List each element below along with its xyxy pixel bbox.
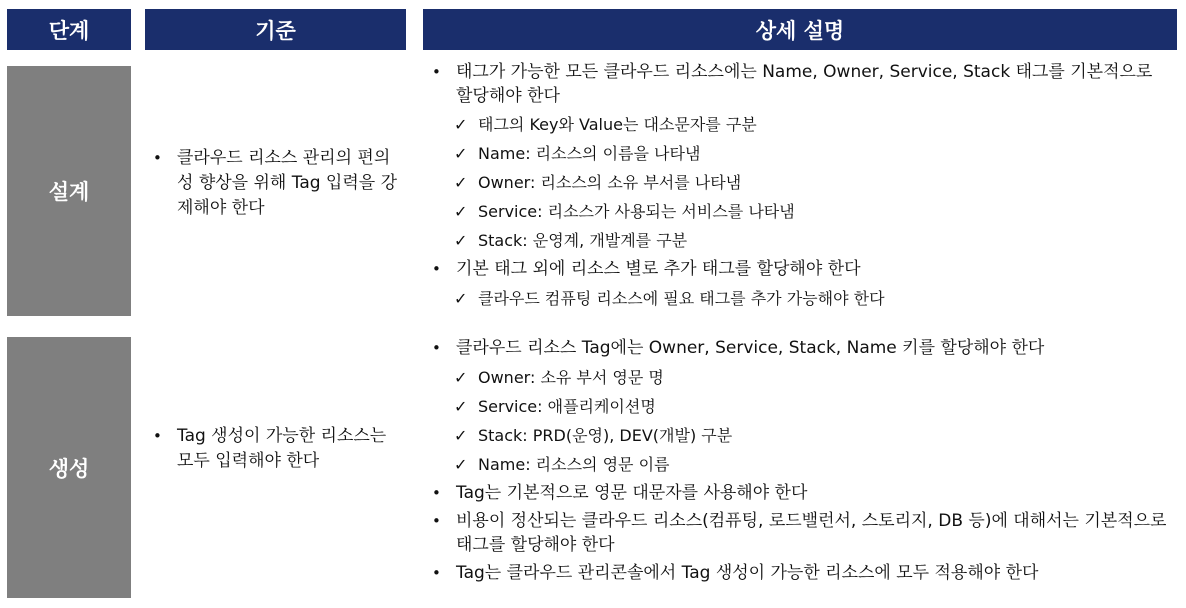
checkmark-icon: ✓ [454,202,468,221]
bullet-icon: • [153,427,162,445]
item-text: 태그가 가능한 모든 클라우드 리소스에는 Name, Owner, Service, Stack 태그를 기본적으로 할당해야 한다 [456,62,1153,106]
item-text: Owner: 소유 부서 영문 명 [478,367,664,387]
checkmark-icon: ✓ [454,454,468,474]
bullet-item [430,510,1170,557]
criteria-create [153,424,403,474]
check-item [430,287,1170,311]
header-criteria: 기준 [145,9,406,50]
bullet-icon: • [432,339,441,357]
item-text: Stack: PRD(운영), DEV(개발) 구분 [478,425,733,445]
bullet-item [430,258,1170,282]
criteria-design [153,146,403,221]
item-text: Name: 리소스의 영문 이름 [478,454,670,474]
check-item [430,453,1170,477]
bullet-item [430,482,1170,506]
bullet-icon: • [432,564,441,582]
phase-design: 설계 [7,66,131,316]
check-item [430,142,1170,166]
item-text: Owner: 리소스의 소유 부서를 나타냄 [478,173,742,192]
check-item [430,424,1170,448]
item-text: Tag는 기본적으로 영문 대문자를 사용해야 한다 [456,482,808,503]
checkmark-icon: ✓ [454,144,468,163]
check-item [430,113,1170,137]
item-text: Tag는 클라우드 관리콘솔에서 Tag 생성이 가능한 리소스에 모두 적용해야 한다 [456,563,1039,583]
check-item [430,200,1170,224]
phase-create: 생성 [7,337,131,598]
item-text: Service: 애플리케이션명 [478,396,656,416]
bullet-icon: • [432,63,441,81]
checkmark-icon: ✓ [454,115,468,134]
criteria-design-text: 클라우드 리소스 관리의 편의성 향상을 위해 Tag 입력을 강제해야 한다 [177,148,398,218]
item-text: 클라우드 컴퓨팅 리소스에 필요 태그를 추가 가능해야 한다 [478,288,885,308]
check-item [430,366,1170,390]
checkmark-icon: ✓ [454,367,468,387]
bullet-icon: • [432,483,441,502]
checkmark-icon: ✓ [454,288,468,308]
criteria-create-text: Tag 생성이 가능한 리소스는 모두 입력해야 한다 [177,426,387,471]
check-item [430,395,1170,419]
item-text: Name: 리소스의 이름을 나타냄 [478,144,701,163]
item-text: Service: 리소스가 사용되는 서비스를 나타냄 [478,202,795,221]
bullet-item [430,337,1170,361]
checkmark-icon: ✓ [454,173,468,192]
bullet-icon: • [432,260,441,278]
item-text: 태그의 Key와 Value는 대소문자를 구분 [478,115,757,134]
item-text: 기본 태그 외에 리소스 별로 추가 태그를 할당해야 한다 [456,259,861,279]
bullet-icon: • [432,512,441,530]
check-item [430,171,1170,195]
bullet-icon: • [153,149,162,167]
header-phase: 단계 [7,9,131,50]
item-text: 비용이 정산되는 클라우드 리소스(컴퓨팅, 로드밸런서, 스토리지, DB 등)에 대해서는 기본적으로 태그를 할당해야 한다 [456,511,1167,555]
bullet-item [430,61,1170,108]
checkmark-icon: ✓ [454,425,468,445]
item-text: Stack: 운영계, 개발계를 구분 [478,231,688,250]
check-item [430,229,1170,253]
detail-create [430,337,1170,591]
checkmark-icon: ✓ [454,396,468,416]
bullet-item [430,562,1170,586]
header-detail: 상세 설명 [423,9,1177,50]
checkmark-icon: ✓ [454,231,468,250]
detail-design [430,61,1170,316]
item-text: 클라우드 리소스 Tag에는 Owner, Service, Stack, Name 키를 할당해야 한다 [456,338,1045,358]
